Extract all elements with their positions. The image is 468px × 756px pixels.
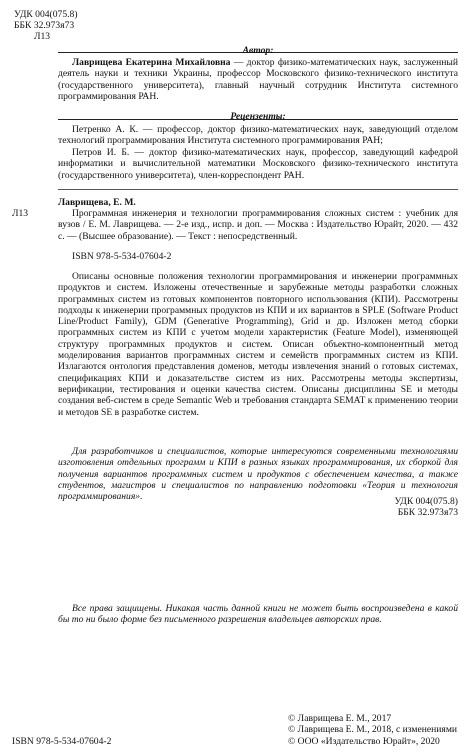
author-heading: Автор: xyxy=(242,45,274,56)
footer-bbk: ББК 32.973я73 xyxy=(397,507,458,518)
author-description: — доктор физико-математических наук, заслуженный деятель науки и техники Украины, профессор Московского физико-технического института (государственного университета), главный научный сотрудник Института системного программирования РАН. xyxy=(58,57,458,102)
reviewers-heading: Рецензенты: xyxy=(230,111,286,122)
header-bbk: ББК 32.973я73 xyxy=(14,20,75,31)
header-code: Л13 xyxy=(34,31,51,42)
abstract: Описаны основные положения технологии программирования и инженерии программных продуктов и систем. Изложены отечественные и зарубежные методы разработки сложных программных систем из готовых компонентов повторного использования (КПИ). Рассмотрены подходы к инженерии программных продуктов из КПИ и их вариантов в SPLE (Software Product Line/Product Family), GDM (Generative Programming), Grid и др. Изложен метод сборки программных систем из КПИ с учетом модели характеристик (Feature Model), изменяющей структуру программных продуктов и систем. Описан объектно-компонентный метод моделирования вариантов программных систем и семейств программных систем из КПИ. Излагаются онтология представления доменов, методы извлечения знаний о готовых системах, спецификациях КПИ и доказательстве систем из них. Рассмотрены методы экспертизы, верификации, тестирования и оценки качества систем. Описаны дисциплины SE и методы создания веб-систем в среде Semantic Web и требования стандарта SEMAT к применению теории и методов SE в разработке систем. xyxy=(58,271,458,418)
author-name: Лаврищева Екатерина Михайловна xyxy=(72,57,231,68)
header-udk: УДК 004(075.8) xyxy=(14,9,78,20)
reviewer-2: Петров И. Б. — доктор физико-математических наук, профессор, заведующий кафедрой информатики и вычислительной математики Московского физико-технического института (государственного университета), член-корреспондент РАН. xyxy=(58,147,458,181)
bib-isbn: ISBN 978-5-534-07604-2 xyxy=(72,251,172,262)
bib-code: Л13 xyxy=(12,208,29,219)
copyright-isbn: ISBN 978-5-534-07604-2 xyxy=(12,736,112,747)
rights-notice: Все права защищены. Никакая часть данной книги не может быть воспроизведена в какой бы то ни было форме без письменного разрешения владельцев авторских прав. xyxy=(58,603,458,626)
copyright-line-3: © ООО «Издательство Юрайт», 2020 xyxy=(288,736,440,747)
audience: Для разработчиков и специалистов, которые интересуются современными технологиями изготовления отдельных программ и КПИ в разных языках программирования, их сборкой для получения вариантов программных систем и продуктов с обеспечением качества, а также студентов, магистров и специалистов по направлению подготовки «Теория и технология программирования». xyxy=(58,446,458,503)
author-block xyxy=(58,57,458,102)
footer-udk: УДК 004(075.8) xyxy=(394,496,458,507)
reviewer-1: Петренко А. К. — профессор, доктор физико-математических наук, заведующий отделом технологий программирования Института системного программирования РАН; xyxy=(58,124,458,147)
copyright-line-2: © Лаврищева Е. М., 2018, с изменениями xyxy=(288,724,458,735)
reviewers-end-rule xyxy=(58,189,458,190)
bib-author: Лаврищева, Е. М. xyxy=(58,197,136,208)
copyright-line-1: © Лаврищева Е. М., 2017 xyxy=(288,713,392,724)
bib-entry: Программная инженерия и технологии программирования сложных систем : учебник для вузов / Е. М. Лаврищева. — 2-е изд., испр. и доп. — Москва : Издательство Юрайт, 2020. — 432 с. — (Высшее образование). — Текст : непосредственный. xyxy=(58,208,458,242)
